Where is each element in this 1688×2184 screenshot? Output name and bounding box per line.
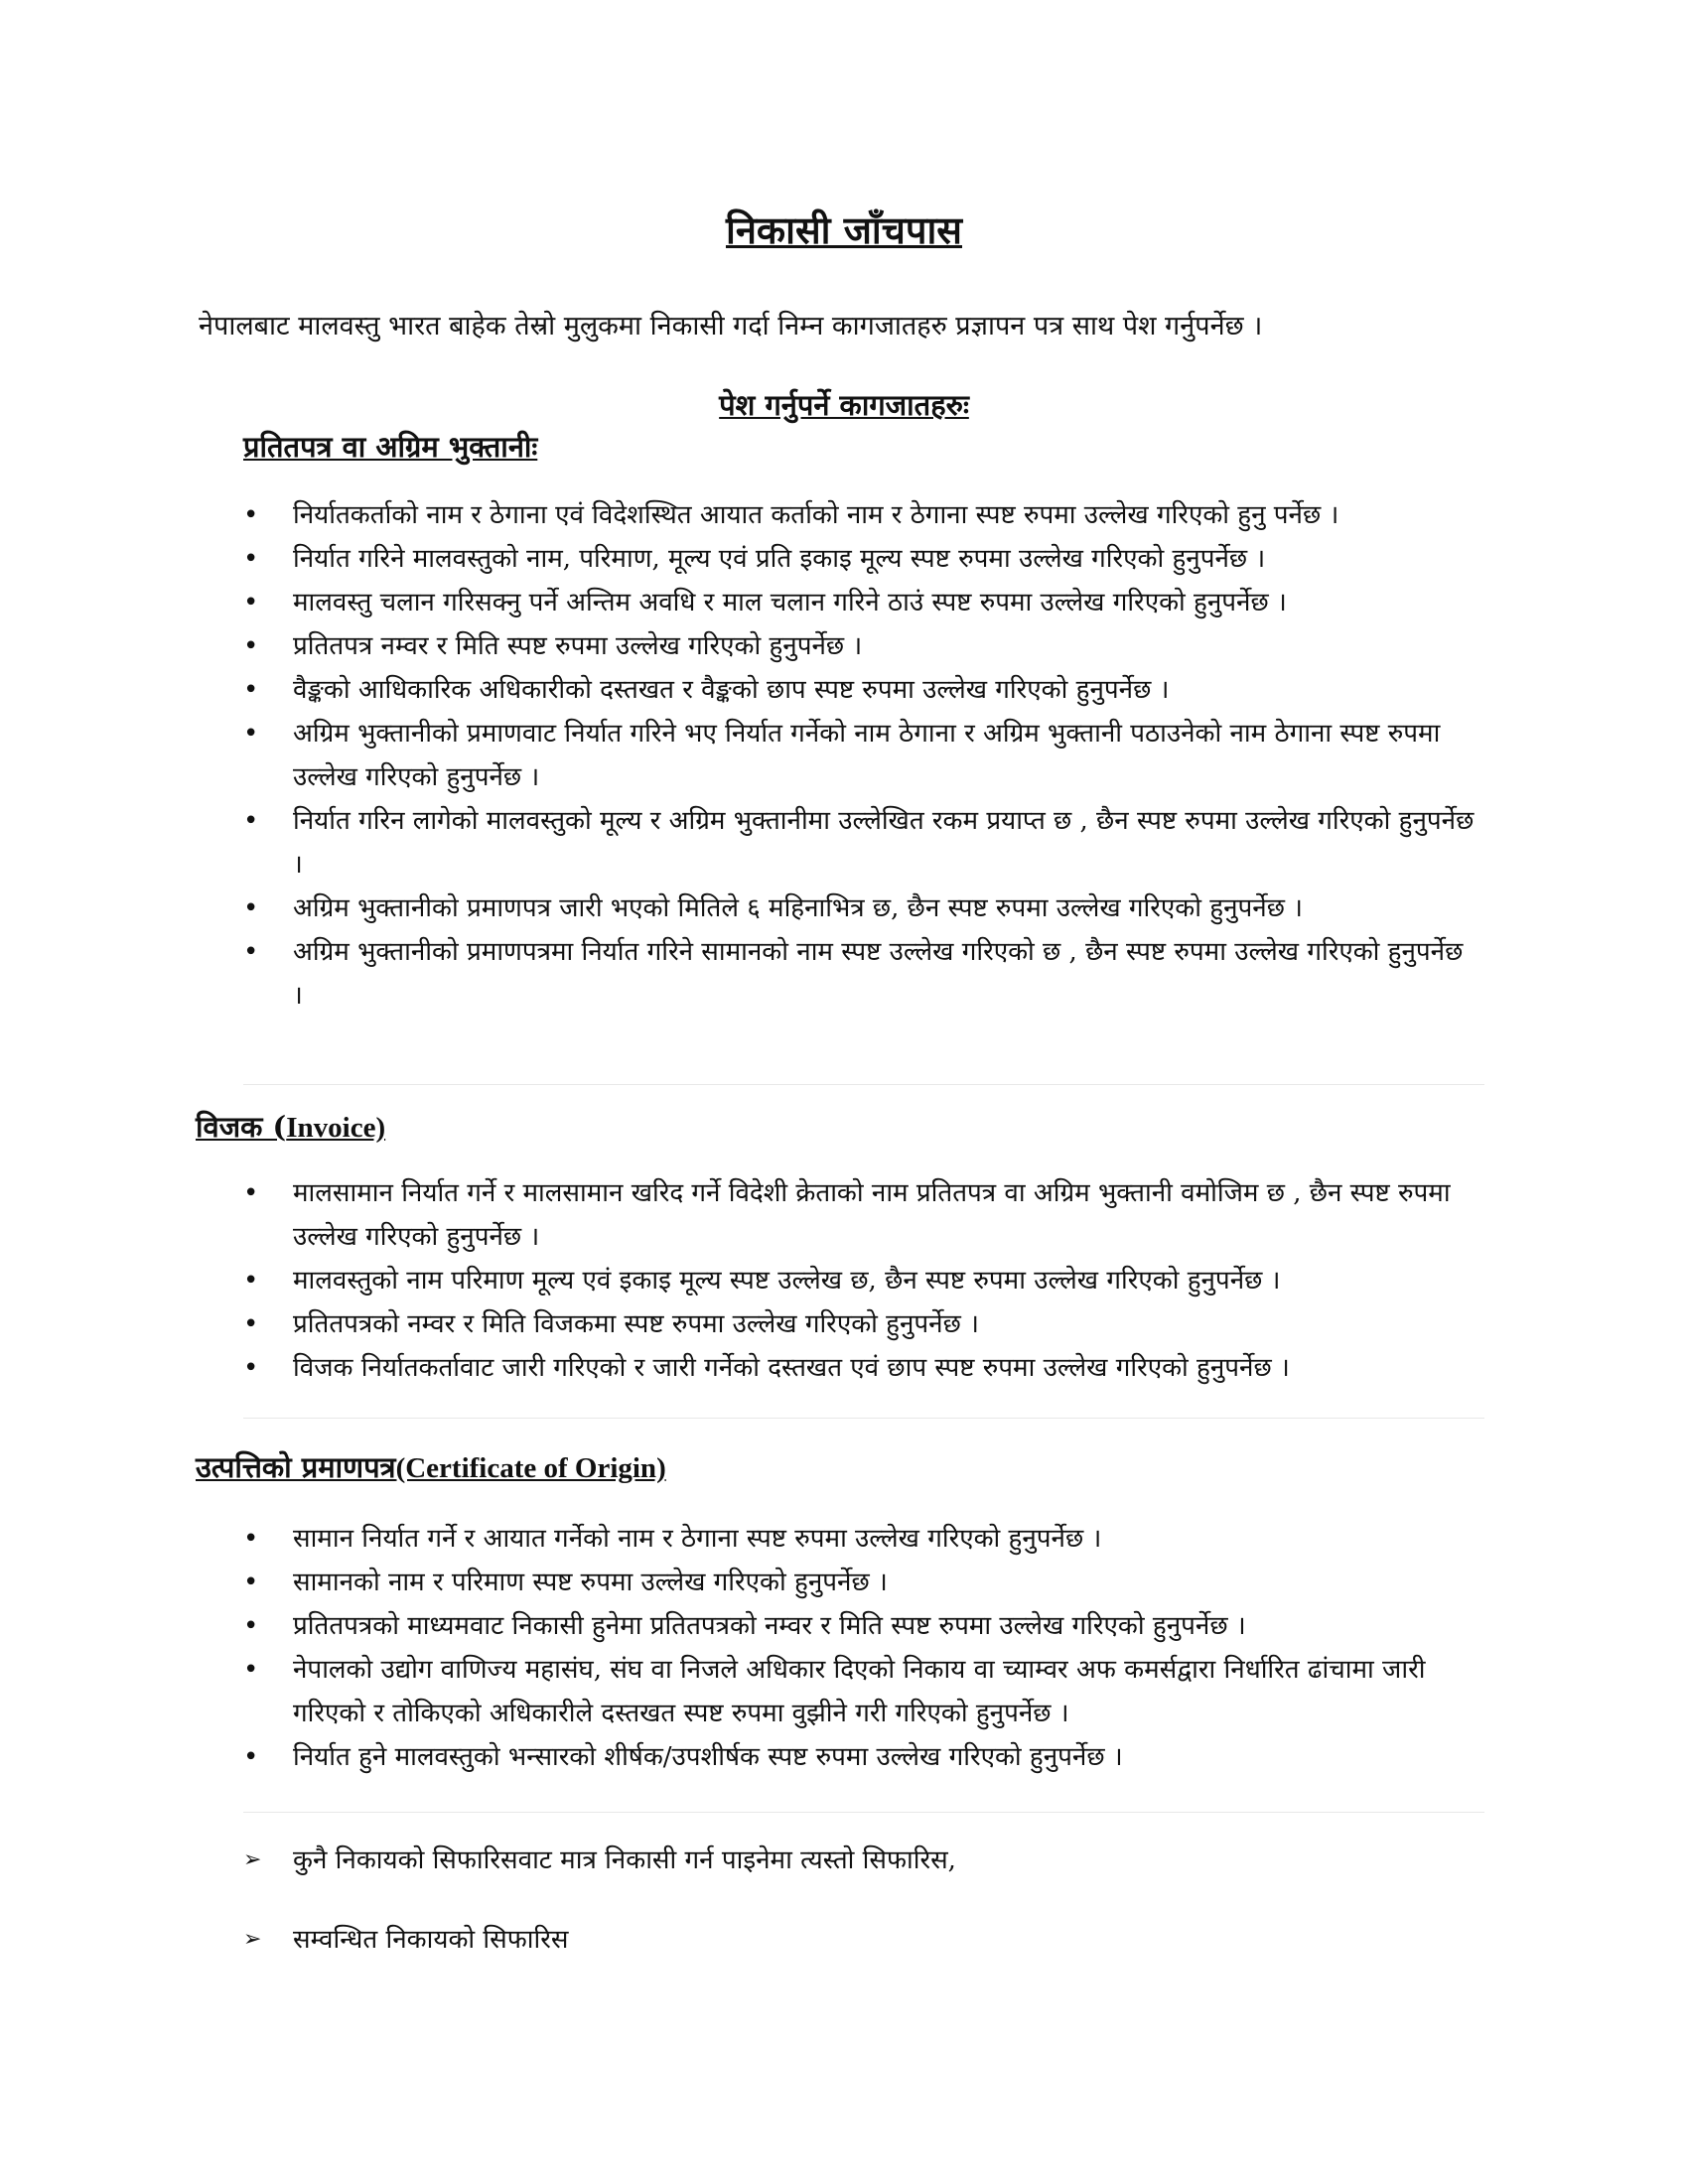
section-invoice-heading-latin: Invoice) bbox=[286, 1112, 386, 1144]
arrow-list-item: ➢ कुनै निकायको सिफारिसवाट मात्र निकासी गर्न पाइनेमा त्यस्तो सिफारिस, bbox=[243, 1839, 1475, 1882]
section-origin-heading-latin: (Certificate of Origin) bbox=[395, 1452, 666, 1484]
list-item: • निर्यात हुने मालवस्तुको भन्सारको शीर्षक/उपशीर्षक स्पष्ट रुपमा उल्लेख गरिएको हुनुपर्नेछ । bbox=[243, 1735, 1475, 1779]
list-item: • प्रतितपत्रको नम्वर र मिति विजकमा स्पष्ट रुपमा उल्लेख गरिएको हुनुपर्नेछ । bbox=[243, 1302, 1475, 1346]
page-title: निकासी जाँचपास bbox=[725, 207, 962, 252]
section-lc-list bbox=[243, 493, 1475, 1018]
list-item: • नेपालको उद्योग वाणिज्य महासंघ, संघ वा निजले अधिकार दिएको निकाय वा च्याम्वर अफ कमर्सद्वारा निर्धारित ढांचामा जारी गरिएको र तोकिएको अधिकारीले दस्तखत स्पष्ट रुपमा वुझीने गरी गरिएको हुनुपर्नेछ । bbox=[243, 1648, 1475, 1735]
list-item: • अग्रिम भुक्तानीको प्रमाणपत्रमा निर्यात गरिने सामानको नाम स्पष्ट उल्लेख गरिएको छ , छैन स्पष्ट रुपमा उल्लेख गरिएको हुनुपर्नेछ । bbox=[243, 930, 1475, 1018]
divider bbox=[243, 1418, 1484, 1419]
arrow-list-item: ➢ सम्वन्धित निकायको सिफारिस bbox=[243, 1918, 1475, 1962]
section-origin-heading bbox=[196, 1447, 666, 1486]
divider bbox=[243, 1812, 1484, 1813]
list-item: • वैङ्कको आधिकारिक अधिकारीको दस्तखत र वैङ्कको छाप स्पष्ट रुपमा उल्लेख गरिएको हुनुपर्नेछ । bbox=[243, 668, 1475, 712]
list-item: • विजक निर्यातकर्तावाट जारी गरिएको र जारी गर्नेको दस्तखत एवं छाप स्पष्ट रुपमा उल्लेख गरिएको हुनुपर्नेछ । bbox=[243, 1346, 1475, 1390]
list-item: • अग्रिम भुक्तानीको प्रमाणपत्र जारी भएको मितिले ६ महिनाभित्र छ, छैन स्पष्ट रुपमा उल्लेख गरिएको हुनुपर्नेछ । bbox=[243, 887, 1475, 930]
section-invoice-list bbox=[243, 1171, 1475, 1390]
list-item: • सामान निर्यात गर्ने र आयात गर्नेको नाम र ठेगाना स्पष्ट रुपमा उल्लेख गरिएको हुनुपर्नेछ । bbox=[243, 1517, 1475, 1561]
documents-heading: पेश गर्नुपर्ने कागजातहरुः bbox=[719, 388, 969, 422]
section-origin-heading-dev: उत्पत्तिको प्रमाणपत्र bbox=[196, 1450, 396, 1484]
section-invoice-heading bbox=[196, 1107, 385, 1146]
list-item: • अग्रिम भुक्तानीको प्रमाणवाट निर्यात गरिने भए निर्यात गर्नेको नाम ठेगाना र अग्रिम भुक्तानी पठाउनेको नाम ठेगाना स्पष्ट रुपमा उल्लेख गरिएको हुनुपर्नेछ । bbox=[243, 712, 1475, 799]
list-item: • निर्यातकर्ताको नाम र ठेगाना एवं विदेशस्थित आयात कर्ताको नाम र ठेगाना स्पष्ट रुपमा उल्लेख गरिएको हुनु पर्नेछ । bbox=[243, 493, 1475, 537]
list-item: • निर्यात गरिन लागेको मालवस्तुको मूल्य र अग्रिम भुक्तानीमा उल्लेखित रकम प्रयाप्त छ , छैन स्पष्ट रुपमा उल्लेख गरिएको हुनुपर्नेछ । bbox=[243, 799, 1475, 887]
section-lc-heading: प्रतितपत्र वा अग्रिम भुक्तानीः bbox=[243, 430, 538, 464]
list-item: • मालसामान निर्यात गर्ने र मालसामान खरिद गर्ने विदेशी क्रेताको नाम प्रतितपत्र वा अग्रिम भुक्तानी वमोजिम छ , छैन स्पष्ट रुपमा उल्लेख गरिएको हुनुपर्नेछ । bbox=[243, 1171, 1475, 1259]
list-item: • मालवस्तुको नाम परिमाण मूल्य एवं इकाइ मूल्य स्पष्ट उल्लेख छ, छैन स्पष्ट रुपमा उल्लेख गरिएको हुनुपर्नेछ । bbox=[243, 1259, 1475, 1302]
intro-paragraph: नेपालबाट मालवस्तु भारत बाहेक तेस्रो मुलुकमा निकासी गर्दा निम्न कागजातहरु प्रज्ञापन पत्र साथ पेश गर्नुपर्नेछ । bbox=[199, 311, 1263, 341]
list-item: • निर्यात गरिने मालवस्तुको नाम, परिमाण, मूल्य एवं प्रति इकाइ मूल्य स्पष्ट रुपमा उल्लेख गरिएको हुनुपर्नेछ । bbox=[243, 537, 1475, 581]
list-item: • सामानको नाम र परिमाण स्पष्ट रुपमा उल्लेख गरिएको हुनुपर्नेछ । bbox=[243, 1561, 1475, 1604]
section-origin-list bbox=[243, 1517, 1475, 1779]
list-item: • प्रतितपत्रको माध्यमवाट निकासी हुनेमा प्रतितपत्रको नम्वर र मिति स्पष्ट रुपमा उल्लेख गरिएको हुनुपर्नेछ । bbox=[243, 1604, 1475, 1648]
list-item: • मालवस्तु चलान गरिसक्नु पर्ने अन्तिम अवधि र माल चलान गरिने ठाउं स्पष्ट रुपमा उल्लेख गरिएको हुनुपर्नेछ । bbox=[243, 581, 1475, 624]
arrow-list bbox=[243, 1918, 1475, 1962]
arrow-list bbox=[243, 1839, 1475, 1882]
divider bbox=[243, 1084, 1484, 1085]
list-item: • प्रतितपत्र नम्वर र मिति स्पष्ट रुपमा उल्लेख गरिएको हुनुपर्नेछ । bbox=[243, 624, 1475, 668]
section-invoice-heading-dev: विजक ( bbox=[196, 1110, 287, 1144]
